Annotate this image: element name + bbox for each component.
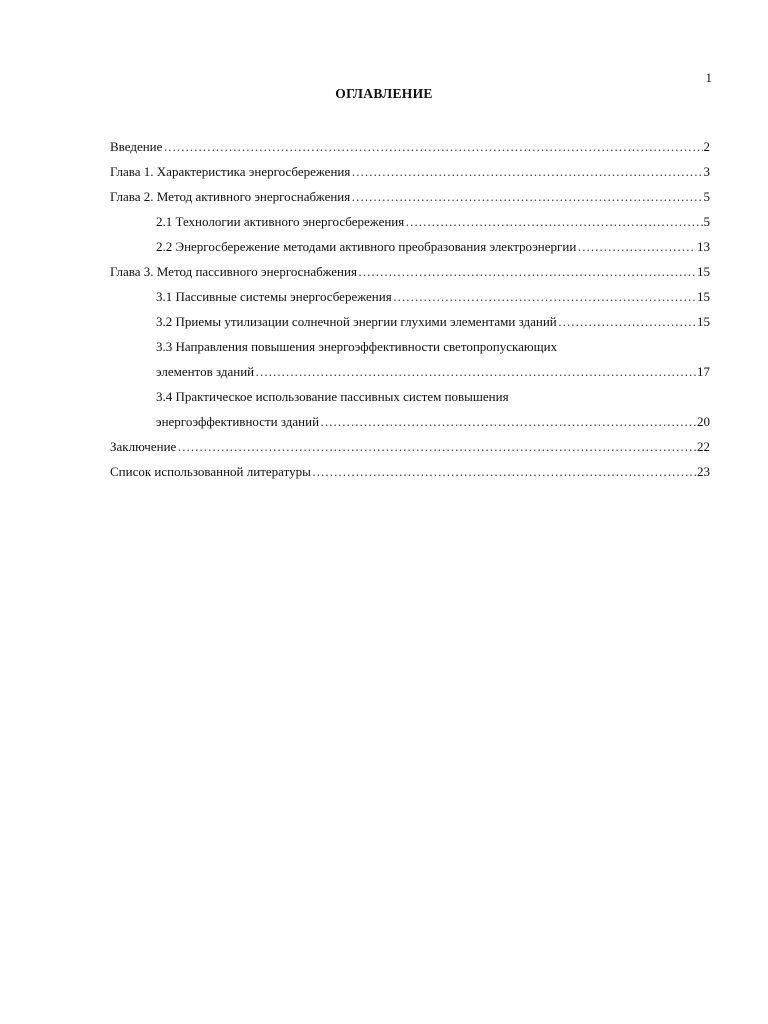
toc-entry-title: Заключение bbox=[110, 439, 177, 454]
toc-entry-title: 3.1 Пассивные системы энергосбережения bbox=[156, 289, 392, 304]
toc-entry-page: 5 bbox=[703, 214, 710, 229]
dot-leader bbox=[312, 459, 696, 484]
toc-entry-page: 17 bbox=[697, 364, 710, 379]
toc-entry-section-2-1[interactable] bbox=[110, 209, 710, 234]
toc-entry-section-3-4-line-2[interactable] bbox=[110, 409, 710, 434]
toc-entry-chapter-2[interactable] bbox=[110, 184, 710, 209]
toc-entry-page: 20 bbox=[697, 414, 710, 429]
toc-entry-title: 3.3 Направления повышения энергоэффективности светопропускающих bbox=[156, 339, 558, 354]
toc-entry-title: 2.1 Технологии активного энергосбережения bbox=[156, 214, 405, 229]
toc-entry-title: Глава 1. Характеристика энергосбережения bbox=[110, 164, 351, 179]
toc-title: ОГЛАВЛЕНИЕ bbox=[335, 86, 433, 101]
page-number: 1 bbox=[705, 70, 712, 85]
toc-entry-section-3-2[interactable] bbox=[110, 309, 710, 334]
toc-entry-page: 5 bbox=[703, 189, 710, 204]
dot-leader bbox=[358, 259, 696, 284]
dot-leader bbox=[405, 209, 702, 234]
toc-entry-page: 15 bbox=[697, 314, 710, 329]
toc-entry-page: 23 bbox=[697, 464, 710, 479]
dot-leader bbox=[577, 234, 696, 259]
dot-leader bbox=[351, 159, 702, 184]
toc-entry-section-3-4-line-1[interactable] bbox=[110, 384, 710, 409]
toc-entry-section-3-3-line-1[interactable] bbox=[110, 334, 710, 359]
dot-leader bbox=[393, 284, 696, 309]
toc-entry-title-continued: элементов зданий bbox=[156, 364, 255, 379]
toc-entry-chapter-1[interactable] bbox=[110, 159, 710, 184]
toc-entry-title: Глава 2. Метод активного энергоснабжения bbox=[110, 189, 351, 204]
toc-entry-chapter-3[interactable] bbox=[110, 259, 710, 284]
toc-entry-title: 3.2 Приемы утилизации солнечной энергии глухими элементами зданий bbox=[156, 314, 557, 329]
toc-entry-page: 15 bbox=[697, 264, 710, 279]
toc-entry-title-continued: энергоэффективности зданий bbox=[156, 414, 320, 429]
toc-entry-page: 15 bbox=[697, 289, 710, 304]
dot-leader bbox=[320, 409, 696, 434]
toc-entry-page: 3 bbox=[703, 164, 710, 179]
table-of-contents bbox=[110, 134, 710, 484]
dot-leader bbox=[177, 434, 696, 459]
toc-entry-page: 13 bbox=[697, 239, 710, 254]
toc-entry-title: Введение bbox=[110, 139, 163, 154]
toc-entry-conclusion[interactable] bbox=[110, 434, 710, 459]
toc-entry-title: 3.4 Практическое использование пассивных систем повышения bbox=[156, 389, 509, 404]
toc-entry-section-3-3-line-2[interactable] bbox=[110, 359, 710, 384]
dot-leader bbox=[163, 134, 702, 159]
dot-leader bbox=[351, 184, 702, 209]
dot-leader bbox=[255, 359, 696, 384]
toc-entry-title: 2.2 Энергосбережение методами активного преобразования электроэнергии bbox=[156, 239, 577, 254]
toc-entry-title: Глава 3. Метод пассивного энергоснабжения bbox=[110, 264, 357, 279]
toc-entry-section-2-2[interactable] bbox=[110, 234, 710, 259]
toc-entry-title: Список использованной литературы bbox=[110, 464, 311, 479]
toc-entry-introduction[interactable] bbox=[110, 134, 710, 159]
toc-entry-page: 22 bbox=[697, 439, 710, 454]
dot-leader bbox=[558, 309, 696, 334]
toc-entry-section-3-1[interactable] bbox=[110, 284, 710, 309]
toc-entry-references[interactable] bbox=[110, 459, 710, 484]
toc-entry-page: 2 bbox=[703, 139, 710, 154]
